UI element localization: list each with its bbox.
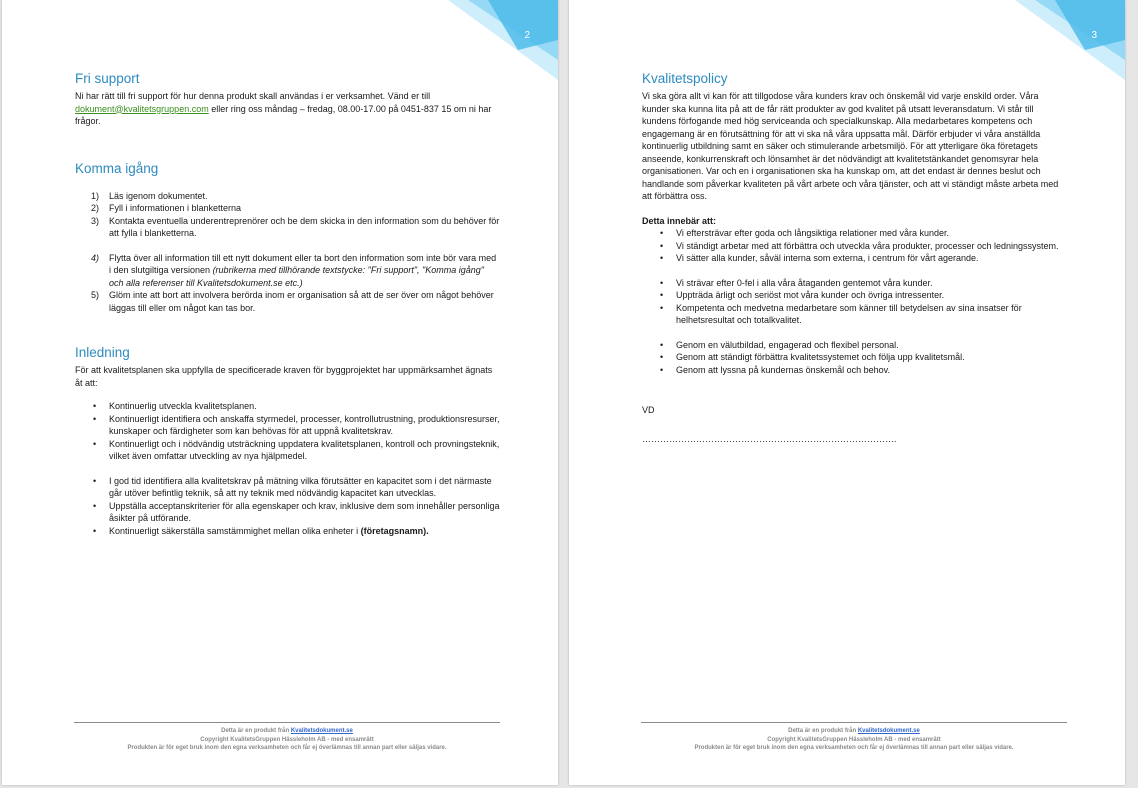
list-item-text: Kontinuerlig utveckla kvalitetsplanen. <box>109 401 257 411</box>
heading-inledning: Inledning <box>75 345 130 360</box>
bullet-icon: • <box>660 364 664 375</box>
list-item-text: Vi sätter alla kunder, såväl interna som externa, i centrum för vårt agerande. <box>676 253 979 263</box>
company-name-placeholder: (företagsnamn). <box>360 525 429 536</box>
bullet-icon: • <box>660 277 664 288</box>
fri-support-text-after: eller ring oss måndag – fredag, 08.00-17.00 på 0451-837 15 om ni har frågor. <box>75 103 492 126</box>
bullet-icon: • <box>660 302 664 313</box>
list-item-text: Uppträda ärligt och seriöst mot våra kunder och övriga intressenter. <box>676 290 945 300</box>
page-number: 2 <box>524 30 530 41</box>
footer-line-1 <box>74 727 500 736</box>
list-number: 2) <box>91 203 100 213</box>
list-item <box>660 289 1067 302</box>
list-item <box>93 475 500 500</box>
list-item-text: Vi ständigt arbetar med att förbättra och utveckla våra produkter, processer och ledningssystem. <box>676 240 1059 251</box>
footer-copyright: Copyright KvalitetsGruppen Hässleholm AB - med ensamrätt <box>767 736 941 743</box>
list-item <box>93 413 500 438</box>
list-item-text: Kontakta eventuella underentreprenörer och be dem skicka in den information som du behöver för att fylla i blanketterna. <box>109 215 500 238</box>
bullet-icon: • <box>660 253 664 263</box>
bullet-icon: • <box>660 339 664 350</box>
list-item <box>660 302 1067 327</box>
fri-support-text <box>75 90 500 128</box>
bullet-icon: • <box>93 525 97 536</box>
list-item-text: Läs igenom dokumentet. <box>109 190 208 201</box>
page-content <box>642 70 1067 445</box>
bullet-icon: • <box>93 413 97 424</box>
page-content <box>75 70 500 537</box>
bullet-icon: • <box>93 401 97 411</box>
footer-line-1 <box>641 727 1067 736</box>
list-item <box>93 525 500 538</box>
list-item-text: Genom att lyssna på kundernas önskemål och behov. <box>676 364 890 375</box>
komma-igang-list <box>75 190 500 315</box>
list-item-text: Kontinuerligt identifiera och anskaffa styrmedel, processer, kontrollutrustning, produktionsresurser, kunskaper och färdigheter som kan behövas för att uppnå kvalitetskrav. <box>109 413 500 436</box>
list-item-text: Uppställa acceptanskriterier för alla egenskaper och krav, inklusive dem som innehåller personliga åsikter på utförande. <box>109 500 500 523</box>
list-item-text: Fyll i informationen i blanketterna <box>109 203 242 213</box>
list-item-text: Vi eftersträvar efter goda och långsiktiga relationer med våra kunder. <box>676 228 949 238</box>
list-item <box>91 215 500 240</box>
document-page-2 <box>2 0 558 785</box>
corner-decoration-icon <box>448 0 558 80</box>
bullet-icon: • <box>93 438 97 449</box>
list-item <box>660 364 1067 377</box>
corner-decoration-icon <box>1015 0 1125 80</box>
bullet-icon: • <box>93 475 97 486</box>
footer-line-1-text: Detta är en produkt från <box>221 728 291 734</box>
signature-line: …………………………………………………………………………. <box>642 433 897 444</box>
kvalitetspolicy-text: Vi ska göra allt vi kan för att tillgodose våra kunders krav och önskemål vid varje enskild order. Våra kunder ska kunna lita på att de får rätt produkter av god kvalitet på utsatt leveransdatum. Vi står till kundens förfogande med hög serviceanda och specialkunskap. Alla medarbetares kompetens och engagemang är en förutsättning för att vi ska nå våra uppsatta mål. Därför erbjuder vi våra anställda kontinuerlig utbildning samt en säker och stimulerande arbetsmiljö. För att ytterligare öka företagets anseende, konkurrenskraft och lönsamhet är det nödvändigt att kvalitetstänkandet genomsyrar hela organisationen. Var och en i organisationen ska ha kunskap om, att det endast är dennes beslut och handlande som påverkar kvaliteten på vårt arbete och våra tjänster, och att vi ständigt måste arbeta med att förbättra oss. <box>642 91 1059 201</box>
list-number: 4) <box>91 252 100 263</box>
list-number: 5) <box>91 290 100 300</box>
bullet-icon: • <box>660 352 664 362</box>
list-item <box>660 339 1067 352</box>
subheading-detta-innebar: Detta innebär att: <box>642 215 717 226</box>
footer-usage-notice: Produkten är för eget bruk inom den egna verksamheten och får ej överlämnas till annan part eller säljas vidare. <box>694 745 1014 751</box>
page-footer <box>641 722 1067 753</box>
list-item <box>660 240 1067 253</box>
bullet-icon: • <box>660 240 664 251</box>
support-email-link[interactable]: dokument@kvalitetsgruppen.com <box>75 103 209 114</box>
list-item-text: Glöm inte att bort att involvera berörda inom er organisation så att de ser över om något behöver läggas till eller om något kan tas bor. <box>109 290 494 313</box>
list-item-text: Flytta över all information till ett nytt dokument eller ta bort den information som inte bör vara med i den slutgiltiga versionen <box>109 252 497 275</box>
footer-website-link[interactable]: Kvalitetsdokument.se <box>857 728 920 734</box>
list-item-text: Genom att ständigt förbättra kvalitetssystemet och följa upp kvalitetsmål. <box>676 352 965 362</box>
inledning-intro: För att kvalitetsplanen ska uppfylla de specificerade kraven för byggprojektet har uppmärksamhet ägnats åt att: <box>75 365 493 388</box>
heading-fri-support: Fri support <box>75 71 140 86</box>
list-item-text: Kompetenta och medvetna medarbetare som känner till betydelsen av sina insatser för helhetsresultat och totalkvalitet. <box>676 302 1022 325</box>
list-item <box>660 277 1067 290</box>
document-page-3 <box>569 0 1125 785</box>
inledning-bullet-list <box>75 400 500 537</box>
list-item <box>91 190 500 203</box>
bullet-icon: • <box>660 228 664 238</box>
bullet-icon: • <box>93 500 97 511</box>
footer-line-1-text: Detta är en produkt från <box>788 728 858 734</box>
list-item <box>93 500 500 525</box>
footer-usage-notice: Produkten är för eget bruk inom den egna verksamheten och får ej överlämnas till annan part eller säljas vidare. <box>127 745 447 751</box>
list-item <box>660 351 1067 364</box>
list-item-text: I god tid identifiera alla kvalitetskrav på mätning vilka förutsätter en kapacitet som i det närmaste går utöver befintlig teknik, så att ny teknik med nödvändig kapacitet kan utvecklas. <box>109 475 492 498</box>
list-item-text: Vi strävar efter 0-fel i alla våra åtaganden gentemot våra kunder. <box>676 277 933 288</box>
list-item-text: Genom en välutbildad, engagerad och flexibel personal. <box>676 339 899 350</box>
list-item <box>93 438 500 463</box>
page-footer <box>74 722 500 753</box>
heading-komma-igang: Komma igång <box>75 160 159 176</box>
list-item-text: Kontinuerligt säkerställa samstämmighet mellan olika enheter i <box>109 525 361 536</box>
list-number: 3) <box>91 215 100 226</box>
list-item-italic-text: (rubrikerna med tillhörande textstycke: "Fri support", "Komma igång" och alla referenser till Kvalitetsdokument.se etc.) <box>109 265 484 288</box>
list-item <box>660 227 1067 240</box>
footer-copyright: Copyright KvalitetsGruppen Hässleholm AB - med ensamrätt <box>200 736 374 743</box>
list-item <box>91 252 500 290</box>
policy-bullet-list <box>642 227 1067 376</box>
footer-website-link[interactable]: Kvalitetsdokument.se <box>290 728 353 734</box>
fri-support-text-before: Ni har rätt till fri support för hur denna produkt skall användas i er verksamhet. Vänd er till <box>75 91 431 101</box>
list-item <box>91 202 500 215</box>
list-item <box>93 400 500 413</box>
list-number: 1) <box>91 190 100 201</box>
bullet-icon: • <box>660 290 664 300</box>
list-item <box>660 252 1067 265</box>
list-item <box>91 289 500 314</box>
signature-label: VD <box>642 405 655 415</box>
page-number: 3 <box>1091 30 1097 41</box>
list-item-text: Kontinuerligt och i nödvändig utsträckning uppdatera kvalitetsplanen, kontroll och provningsteknik, vilket även omfattar utveckling av nya hjälpmedel. <box>109 438 500 461</box>
heading-kvalitetspolicy: Kvalitetspolicy <box>642 71 728 86</box>
